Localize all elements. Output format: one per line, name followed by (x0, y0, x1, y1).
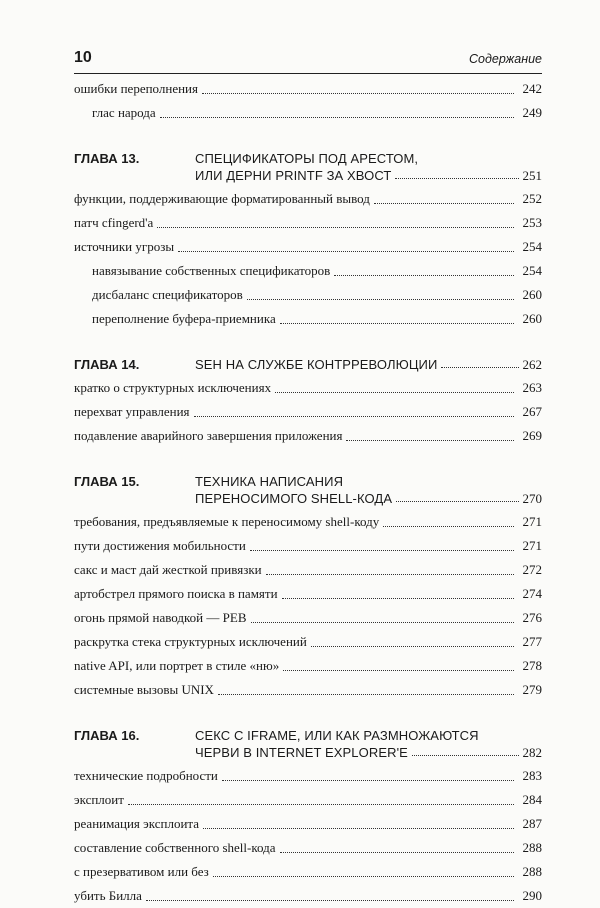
chapter-line-2 (74, 490, 542, 507)
toc-entry (74, 812, 542, 836)
toc-entry (74, 534, 542, 558)
dot-leader (334, 275, 514, 276)
toc-entry-page: 276 (522, 610, 542, 625)
chapter-title: ТЕХНИКА НАПИСАНИЯ (195, 474, 344, 489)
dot-leader (250, 550, 514, 551)
toc-entry-title: сакс и маст дай жесткой привязки (74, 562, 262, 577)
chapter-heading (74, 473, 542, 507)
toc-entry (74, 788, 542, 812)
dot-leader (266, 574, 514, 575)
toc-entry-page: 249 (522, 105, 542, 120)
toc-entry (74, 400, 542, 424)
chapter-page: 270 (522, 491, 542, 506)
toc-entry-title: составление собственного shell-кода (74, 840, 276, 855)
chapter-title-cont: ПЕРЕНОСИМОГО SHELL-КОДА (195, 491, 393, 506)
toc-entry (74, 283, 542, 307)
dot-leader (222, 780, 514, 781)
toc-entry-title: патч cfingerd'a (74, 215, 154, 230)
toc-entry-page: 260 (522, 287, 542, 302)
toc-entry (74, 101, 542, 125)
toc-entry (74, 558, 542, 582)
toc-entry (74, 654, 542, 678)
chapter-title-cont: ИЛИ ДЕРНИ PRINTF ЗА ХВОСТ (195, 168, 392, 183)
toc-entry-title: кратко о структурных исключениях (74, 380, 272, 395)
toc-entry-page: 287 (522, 816, 542, 831)
toc-entry-title: перехват управления (74, 404, 190, 419)
toc-entry-title: системные вызовы UNIX (74, 682, 214, 697)
page-number: 10 (74, 49, 92, 66)
toc-entry-page: 254 (522, 239, 542, 254)
toc-entry-page: 278 (522, 658, 542, 673)
chapter-title: СЕКС С IFRAME, ИЛИ КАК РАЗМНОЖАЮТСЯ (195, 728, 479, 743)
toc-entry-title: требования, предъявляемые к переносимому shell-коду (74, 514, 380, 529)
toc-entry (74, 376, 542, 400)
dot-leader (283, 670, 514, 671)
toc-entry-title: функции, поддерживающие форматированный вывод (74, 191, 370, 206)
toc-entry (74, 424, 542, 448)
dot-leader (275, 392, 514, 393)
toc-entry-title: навязывание собственных спецификаторов (92, 263, 331, 278)
toc-entry (74, 307, 542, 331)
toc-entry-page: 283 (522, 768, 542, 783)
chapter-heading (74, 150, 542, 184)
chapter-label: ГЛАВА 13. (74, 151, 140, 166)
chapter-title-cont: ЧЕРВИ В INTERNET EXPLORER'E (195, 745, 408, 760)
dot-leader (311, 646, 514, 647)
page-header (74, 49, 542, 74)
dot-leader (218, 694, 514, 695)
chapter-title: SEH НА СЛУЖБЕ КОНТРРЕВОЛЮЦИИ (195, 357, 438, 372)
toc-entry-page: 279 (522, 682, 542, 697)
toc-entry (74, 510, 542, 534)
section-gap (74, 702, 542, 727)
dot-leader (157, 227, 514, 228)
dot-leader (251, 622, 515, 623)
dot-leader (346, 440, 514, 441)
dot-leader (441, 367, 518, 368)
chapter-line-1 (74, 473, 542, 490)
chapter-line-1 (74, 150, 542, 167)
chapter-title: СПЕЦИФИКАТОРЫ ПОД АРЕСТОМ, (195, 151, 419, 166)
dot-leader (128, 804, 514, 805)
toc-entry-page: 252 (522, 191, 542, 206)
toc-entry-page: 277 (522, 634, 542, 649)
toc-entry-page: 271 (522, 514, 542, 529)
dot-leader (280, 323, 514, 324)
toc-entry (74, 678, 542, 702)
toc-entry (74, 860, 542, 884)
chapter-label: ГЛАВА 14. (74, 357, 140, 372)
toc-entry (74, 211, 542, 235)
dot-leader (203, 828, 514, 829)
running-title: Содержание (469, 52, 542, 66)
chapter-page: 251 (522, 168, 542, 183)
toc-entry-page: 263 (522, 380, 542, 395)
toc-entry-page: 272 (522, 562, 542, 577)
toc-entry (74, 884, 542, 908)
section-gap (74, 448, 542, 473)
toc-entry-page: 274 (522, 586, 542, 601)
toc-entry (74, 259, 542, 283)
dot-leader (247, 299, 514, 300)
toc-entry-title: эксплоит (74, 792, 124, 807)
toc-entry (74, 187, 542, 211)
chapter-line-2 (74, 167, 542, 184)
toc-entry (74, 582, 542, 606)
dot-leader (178, 251, 514, 252)
toc-entry-title: технические подробности (74, 768, 218, 783)
toc-entry-title: огонь прямой наводкой — PEB (74, 610, 247, 625)
toc-entry-page: 242 (522, 81, 542, 96)
dot-leader (395, 178, 518, 179)
toc-entry-page: 290 (522, 888, 542, 903)
toc-entry (74, 235, 542, 259)
chapter-heading (74, 727, 542, 761)
toc-entry (74, 606, 542, 630)
toc-entry-title: артобстрел прямого поиска в памяти (74, 586, 278, 601)
section-gap (74, 125, 542, 150)
toc-entry (74, 764, 542, 788)
table-of-contents (74, 77, 542, 908)
toc-entry-title: подавление аварийного завершения приложения (74, 428, 343, 443)
toc-entry-page: 284 (522, 792, 542, 807)
toc-entry-page: 267 (522, 404, 542, 419)
toc-entry-page: 269 (522, 428, 542, 443)
dot-leader (160, 117, 514, 118)
dot-leader (374, 203, 514, 204)
toc-entry-page: 254 (522, 263, 542, 278)
toc-entry-page: 288 (522, 864, 542, 879)
toc-entry-title: native API, или портрет в стиле «ню» (74, 658, 280, 673)
dot-leader (202, 93, 514, 94)
toc-entry-title: дисбаланс спецификаторов (92, 287, 243, 302)
chapter-page: 282 (522, 745, 542, 760)
dot-leader (383, 526, 514, 527)
toc-entry (74, 630, 542, 654)
dot-leader (396, 501, 518, 502)
toc-entry (74, 77, 542, 101)
dot-leader (194, 416, 514, 417)
chapter-line-2 (74, 744, 542, 761)
dot-leader (412, 755, 519, 756)
toc-entry-title: ошибки переполнения (74, 81, 198, 96)
chapter-label: ГЛАВА 15. (74, 474, 140, 489)
chapter-line-1 (74, 727, 542, 744)
toc-entry-title: переполнение буфера-приемника (92, 311, 276, 326)
toc-entry-page: 253 (522, 215, 542, 230)
dot-leader (213, 876, 514, 877)
toc-entry-title: с презервативом или без (74, 864, 209, 879)
toc-entry-title: источники угрозы (74, 239, 175, 254)
toc-entry-page: 271 (522, 538, 542, 553)
toc-entry-title: глас народа (92, 105, 156, 120)
chapter-heading (74, 356, 542, 373)
dot-leader (146, 900, 514, 901)
dot-leader (282, 598, 514, 599)
toc-entry-page: 288 (522, 840, 542, 855)
toc-entry-title: убить Билла (74, 888, 142, 903)
chapter-page: 262 (522, 357, 542, 372)
toc-entry-title: пути достижения мобильности (74, 538, 246, 553)
toc-entry-page: 260 (522, 311, 542, 326)
toc-entry-title: раскрутка стека структурных исключений (74, 634, 307, 649)
section-gap (74, 331, 542, 356)
toc-entry-title: реанимация эксплоита (74, 816, 200, 831)
dot-leader (280, 852, 514, 853)
chapter-label: ГЛАВА 16. (74, 728, 140, 743)
toc-entry (74, 836, 542, 860)
